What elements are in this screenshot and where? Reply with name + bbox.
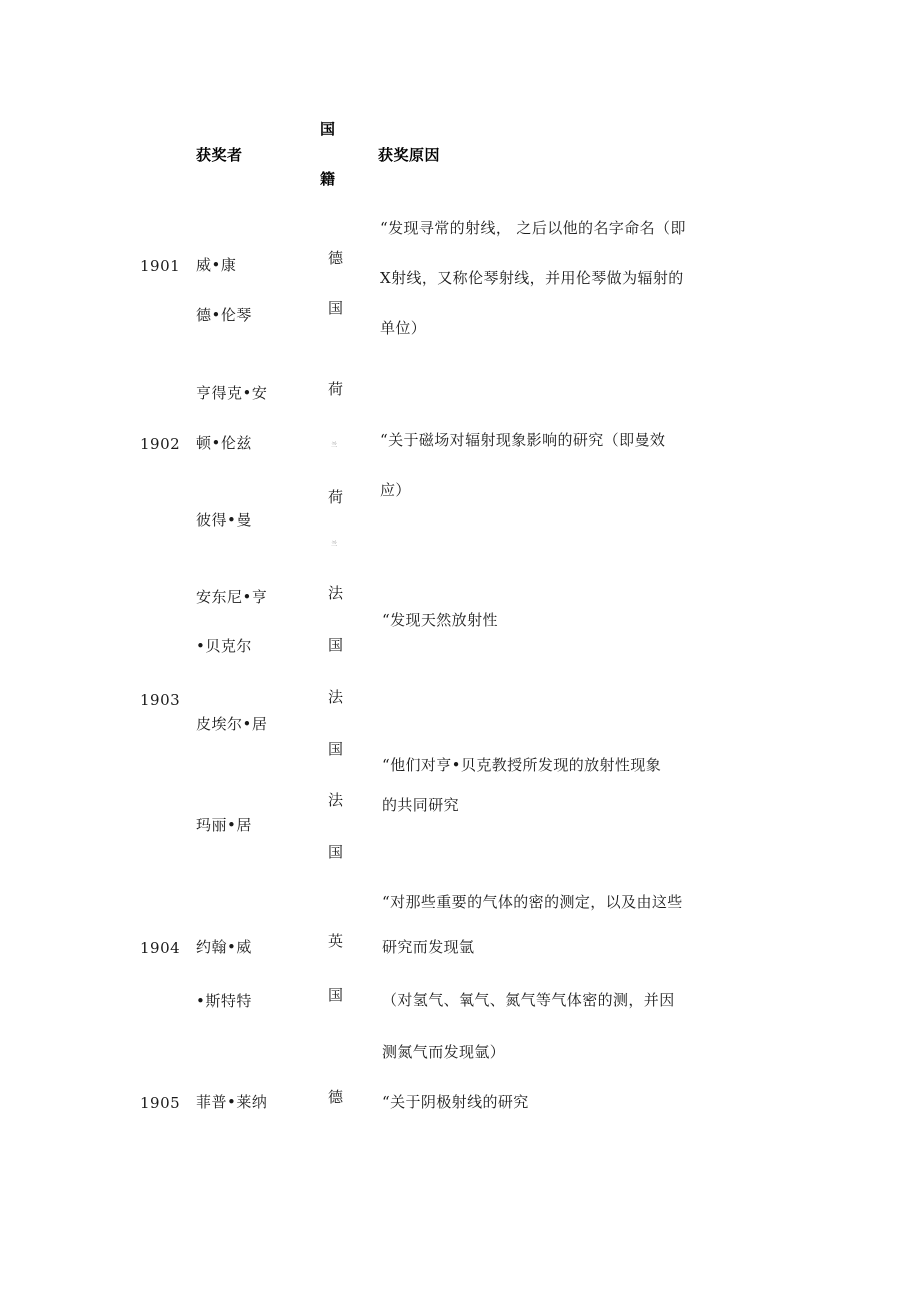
cell-reason-line: （对氢气、氧气、氮气等气体密的测，并因 [382, 991, 675, 1009]
cell-nationality-char: 法 [328, 688, 344, 706]
cell-reason-line: 研究而发现氩 [382, 938, 475, 956]
cell-winner-name-line: 亨得克•安 [196, 384, 268, 402]
cell-nationality-char: 国 [328, 299, 344, 317]
cell-reason-line: “关于磁场对辐射现象影响的研究（即曼效 [380, 431, 666, 449]
cell-reason-line: “发现寻常的射线， 之后以他的名字命名（即 [380, 219, 686, 237]
cell-year: 1901 [140, 257, 181, 275]
cell-winner-name-line: •斯特特 [196, 992, 252, 1010]
cell-winner-name-line: 彼得•曼 [196, 511, 252, 529]
cell-winner-name-line: 安东尼•亨 [196, 588, 268, 606]
cell-nationality-char: 法 [328, 584, 344, 602]
cell-nationality-char: 德 [328, 249, 344, 267]
cell-nationality-char: 荷 [328, 488, 344, 506]
cell-reason-line: “对那些重要的气体的密的测定，以及由这些 [382, 893, 683, 911]
cell-nationality-char: 英 [328, 932, 344, 950]
cell-winner-name-line: 德•伦琴 [196, 306, 252, 324]
cell-reason-line: 应） [380, 481, 411, 499]
cell-reason-line: “关于阴极射线的研究 [382, 1093, 529, 1111]
cell-winner-name-line: 菲普•莱纳 [196, 1093, 268, 1111]
cell-winner-name-line: 约翰•威 [196, 938, 252, 956]
cell-nationality-char-faint: 兰 [331, 541, 338, 548]
cell-winner-name-line: 威•康 [196, 256, 237, 274]
cell-reason-line: X射线，又称伦琴射线，并用伦琴做为辐射的 [380, 269, 684, 287]
cell-year: 1903 [140, 691, 181, 709]
cell-nationality-char: 荷 [328, 380, 344, 398]
cell-nationality-char: 国 [328, 636, 344, 654]
cell-nationality-char: 国 [328, 843, 344, 861]
cell-winner-name-line: 玛丽•居 [196, 816, 252, 834]
cell-reason-line: 测氮气而发现氩） [382, 1043, 506, 1061]
cell-reason-line: “发现天然放射性 [382, 611, 498, 629]
cell-winner-name-line: 顿•伦兹 [196, 434, 252, 452]
column-header-winner: 获奖者 [196, 146, 243, 164]
cell-nationality-char: 德 [328, 1088, 344, 1106]
cell-year: 1905 [140, 1094, 181, 1112]
cell-reason-line: 单位） [380, 319, 427, 337]
cell-winner-name-line: 皮埃尔•居 [196, 715, 268, 733]
column-header-nationality-line1: 国 [320, 120, 336, 138]
cell-reason-line: “他们对亨•贝克教授所发现的放射性现象 [382, 756, 662, 774]
cell-winner-name-line: •贝克尔 [196, 637, 252, 655]
column-header-reason: 获奖原因 [378, 146, 441, 164]
cell-nationality-char: 法 [328, 791, 344, 809]
cell-year: 1904 [140, 939, 181, 957]
cell-nationality-char: 国 [328, 740, 344, 758]
cell-nationality-char: 国 [328, 986, 344, 1004]
cell-nationality-char-faint: 兰 [331, 442, 338, 449]
cell-reason-line: 的共同研究 [382, 796, 460, 814]
column-header-nationality-line2: 籍 [320, 170, 336, 188]
cell-year: 1902 [140, 435, 181, 453]
